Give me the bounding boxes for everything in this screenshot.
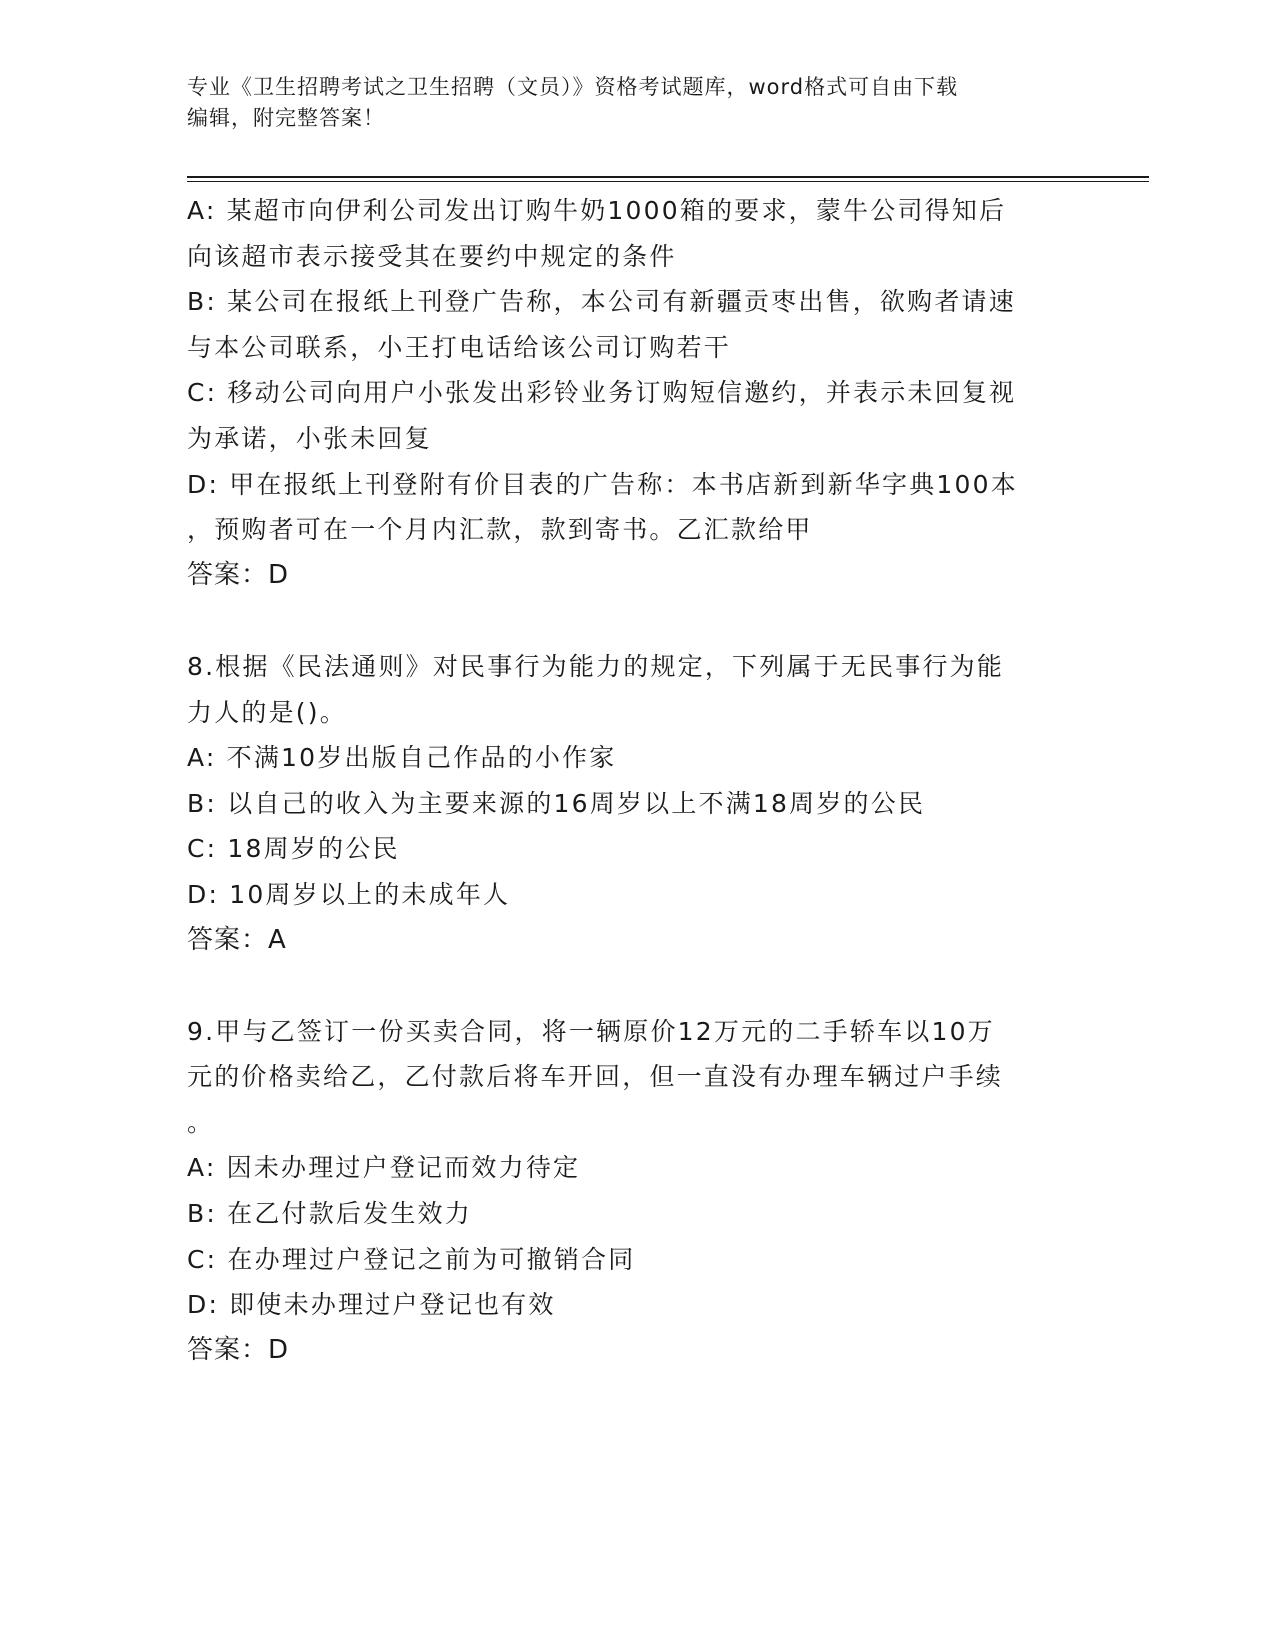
option-line: ，预购者可在一个月内汇款，款到寄书。乙汇款给甲 [187, 515, 813, 545]
question-7 [187, 188, 1087, 598]
header-rule-thin [187, 181, 1149, 182]
option-d: D: 10周岁以上的未成年人 [187, 879, 511, 909]
spacer [187, 963, 1087, 1009]
option-line: C: 移动公司向用户小张发出彩铃业务订购短信邀约，并表示未回复视 [187, 378, 1017, 408]
option-c: C: 在办理过户登记之前为可撤销合同 [187, 1244, 636, 1274]
question-stem: 。 [187, 1107, 215, 1137]
option-line: D: 甲在报纸上刊登附有价目表的广告称：本书店新到新华字典100本 [187, 469, 1018, 499]
question-stem: 8.根据《民法通则》对民事行为能力的规定，下列属于无民事行为能 [187, 651, 1005, 681]
question-content [187, 188, 1087, 1373]
option-d: D: 即使未办理过户登记也有效 [187, 1290, 556, 1320]
option-c: C: 18周岁的公民 [187, 834, 400, 864]
question-stem: 元的价格卖给乙，乙付款后将车开回，但一直没有办理车辆过户手续 [187, 1062, 1004, 1092]
option-b: B: 在乙付款后发生效力 [187, 1199, 472, 1229]
option-b [187, 279, 1087, 370]
question-9 [187, 1009, 1087, 1374]
document-header [187, 72, 1067, 134]
option-a [187, 188, 1087, 279]
option-d [187, 462, 1087, 553]
option-c [187, 370, 1087, 461]
option-line: 为承诺，小张未回复 [187, 423, 432, 453]
answer-label: 答案：A [187, 924, 287, 955]
option-b: B: 以自己的收入为主要来源的16周岁以上不满18周岁的公民 [187, 788, 926, 818]
spacer [187, 598, 1087, 644]
answer-label: 答案：D [187, 559, 290, 590]
header-rule-thick [187, 176, 1149, 178]
question-8 [187, 644, 1087, 963]
answer-label: 答案：D [187, 1334, 290, 1365]
option-a: A: 因未办理过户登记而效力待定 [187, 1153, 581, 1183]
question-stem: 9.甲与乙签订一份买卖合同，将一辆原价12万元的二手轿车以10万 [187, 1016, 995, 1046]
option-a: A: 不满10岁出版自己作品的小作家 [187, 743, 617, 773]
question-stem: 力人的是()。 [187, 697, 347, 727]
option-line: 向该超市表示接受其在要约中规定的条件 [187, 241, 677, 271]
header-line-2: 编辑，附完整答案！ [187, 106, 385, 130]
option-line: B: 某公司在报纸上刊登广告称，本公司有新疆贡枣出售，欲购者请速 [187, 287, 1016, 317]
header-line-1: 专业《卫生招聘考试之卫生招聘（文员）》资格考试题库，word格式可自由下载 [187, 75, 959, 99]
option-line: A: 某超市向伊利公司发出订购牛奶1000箱的要求，蒙牛公司得知后 [187, 196, 1007, 225]
option-line: 与本公司联系，小王打电话给该公司订购若干 [187, 332, 732, 362]
